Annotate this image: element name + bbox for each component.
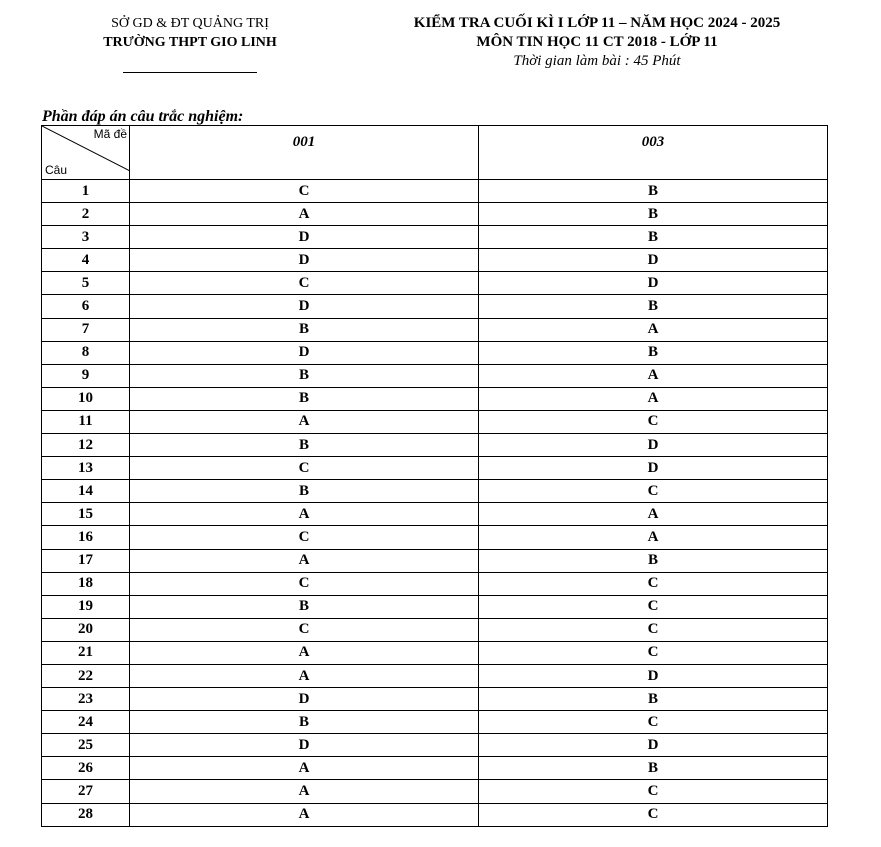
answer-cell-001: C (130, 572, 479, 595)
answer-cell-003: D (479, 249, 828, 272)
table-row (42, 503, 828, 526)
table-row (42, 272, 828, 295)
answer-cell-003: B (479, 180, 828, 203)
exam-duration: Thời gian làm bài : 45 Phút (513, 53, 681, 69)
answer-cell-001: D (130, 688, 479, 711)
answer-cell-001: A (130, 803, 479, 826)
answer-cell-001: B (130, 595, 479, 618)
answer-cell-003: B (479, 549, 828, 572)
answer-cell-001: C (130, 457, 479, 480)
answer-cell-001: D (130, 226, 479, 249)
answer-cell-003: D (479, 272, 828, 295)
question-number-cell: 4 (42, 249, 130, 272)
table-row (42, 387, 828, 410)
answer-cell-003: A (479, 526, 828, 549)
question-number-cell: 17 (42, 549, 130, 572)
table-row (42, 203, 828, 226)
exam-code-label: Mã đề (93, 127, 127, 141)
question-number-cell: 11 (42, 410, 130, 433)
answer-cell-003: A (479, 387, 828, 410)
table-row (42, 664, 828, 687)
header-divider (123, 72, 257, 73)
answer-table-body (42, 180, 828, 827)
answer-cell-003: C (479, 780, 828, 803)
table-row (42, 226, 828, 249)
answer-cell-001: C (130, 272, 479, 295)
table-row (42, 549, 828, 572)
answer-cell-001: B (130, 318, 479, 341)
answer-cell-003: A (479, 503, 828, 526)
answer-cell-003: D (479, 734, 828, 757)
answer-cell-001: A (130, 203, 479, 226)
header-right (352, 14, 842, 71)
question-number-cell: 26 (42, 757, 130, 780)
question-number-cell: 22 (42, 664, 130, 687)
question-number-cell: 12 (42, 434, 130, 457)
answer-cell-001: D (130, 341, 479, 364)
answer-cell-003: D (479, 457, 828, 480)
answer-cell-001: D (130, 295, 479, 318)
exam-subject: MÔN TIN HỌC 11 CT 2018 - LỚP 11 (476, 34, 718, 50)
table-row (42, 364, 828, 387)
question-number-cell: 23 (42, 688, 130, 711)
answer-cell-001: B (130, 434, 479, 457)
question-number-cell: 28 (42, 803, 130, 826)
answer-cell-001: A (130, 410, 479, 433)
department-name: SỞ GD & ĐT QUẢNG TRỊ (111, 16, 269, 31)
answer-cell-003: C (479, 803, 828, 826)
table-row (42, 295, 828, 318)
question-number-cell: 20 (42, 618, 130, 641)
answer-table (41, 125, 828, 827)
answer-cell-001: C (130, 526, 479, 549)
school-name: TRƯỜNG THPT GIO LINH (103, 35, 277, 50)
question-number-cell: 9 (42, 364, 130, 387)
table-row (42, 480, 828, 503)
question-number-cell: 21 (42, 641, 130, 664)
question-number-cell: 7 (42, 318, 130, 341)
answer-cell-003: A (479, 364, 828, 387)
answer-cell-001: B (130, 364, 479, 387)
table-row (42, 641, 828, 664)
answer-cell-003: C (479, 641, 828, 664)
answer-cell-003: C (479, 711, 828, 734)
question-number-cell: 2 (42, 203, 130, 226)
table-row (42, 688, 828, 711)
table-row (42, 803, 828, 826)
answer-cell-001: A (130, 549, 479, 572)
table-row (42, 410, 828, 433)
answer-cell-003: C (479, 572, 828, 595)
answer-cell-001: B (130, 387, 479, 410)
answer-cell-003: D (479, 664, 828, 687)
answer-cell-001: B (130, 480, 479, 503)
answer-cell-003: C (479, 618, 828, 641)
answer-cell-003: B (479, 757, 828, 780)
question-number-cell: 14 (42, 480, 130, 503)
answer-cell-001: A (130, 780, 479, 803)
question-number-cell: 25 (42, 734, 130, 757)
table-row (42, 618, 828, 641)
answer-cell-003: C (479, 480, 828, 503)
question-number-cell: 8 (42, 341, 130, 364)
exam-code-header: 003 (479, 126, 828, 180)
answer-cell-001: C (130, 180, 479, 203)
question-number-cell: 5 (42, 272, 130, 295)
header-left (60, 14, 320, 73)
table-row (42, 457, 828, 480)
corner-header-cell (42, 126, 130, 180)
answer-cell-001: A (130, 664, 479, 687)
answer-cell-001: D (130, 249, 479, 272)
answer-cell-003: B (479, 341, 828, 364)
answer-cell-003: D (479, 434, 828, 457)
table-row (42, 734, 828, 757)
answer-cell-001: D (130, 734, 479, 757)
table-row (42, 249, 828, 272)
question-number-cell: 15 (42, 503, 130, 526)
answer-cell-001: A (130, 503, 479, 526)
question-number-cell: 3 (42, 226, 130, 249)
answer-cell-003: B (479, 203, 828, 226)
table-row (42, 757, 828, 780)
answer-cell-001: A (130, 757, 479, 780)
question-number-cell: 19 (42, 595, 130, 618)
table-row (42, 572, 828, 595)
answer-cell-003: C (479, 595, 828, 618)
table-row (42, 434, 828, 457)
table-row (42, 711, 828, 734)
question-number-cell: 10 (42, 387, 130, 410)
answer-cell-003: B (479, 688, 828, 711)
question-number-cell: 27 (42, 780, 130, 803)
table-row (42, 318, 828, 341)
answer-cell-003: C (479, 410, 828, 433)
question-number-cell: 24 (42, 711, 130, 734)
answer-cell-001: A (130, 641, 479, 664)
exam-title: KIỂM TRA CUỐI KÌ I LỚP 11 – NĂM HỌC 2024 - 2025 (413, 15, 781, 31)
question-label: Câu (45, 163, 68, 177)
answer-cell-003: B (479, 295, 828, 318)
answer-cell-001: C (130, 618, 479, 641)
question-number-cell: 6 (42, 295, 130, 318)
table-row (42, 341, 828, 364)
table-row (42, 780, 828, 803)
section-label: Phần đáp án câu trắc nghiệm: (42, 108, 244, 125)
answer-table-header-row (42, 126, 828, 180)
question-number-cell: 13 (42, 457, 130, 480)
answer-cell-001: B (130, 711, 479, 734)
table-row (42, 180, 828, 203)
question-number-cell: 16 (42, 526, 130, 549)
exam-code-header: 001 (130, 126, 479, 180)
table-row (42, 526, 828, 549)
answer-cell-003: B (479, 226, 828, 249)
answer-cell-003: A (479, 318, 828, 341)
question-number-cell: 1 (42, 180, 130, 203)
table-row (42, 595, 828, 618)
question-number-cell: 18 (42, 572, 130, 595)
